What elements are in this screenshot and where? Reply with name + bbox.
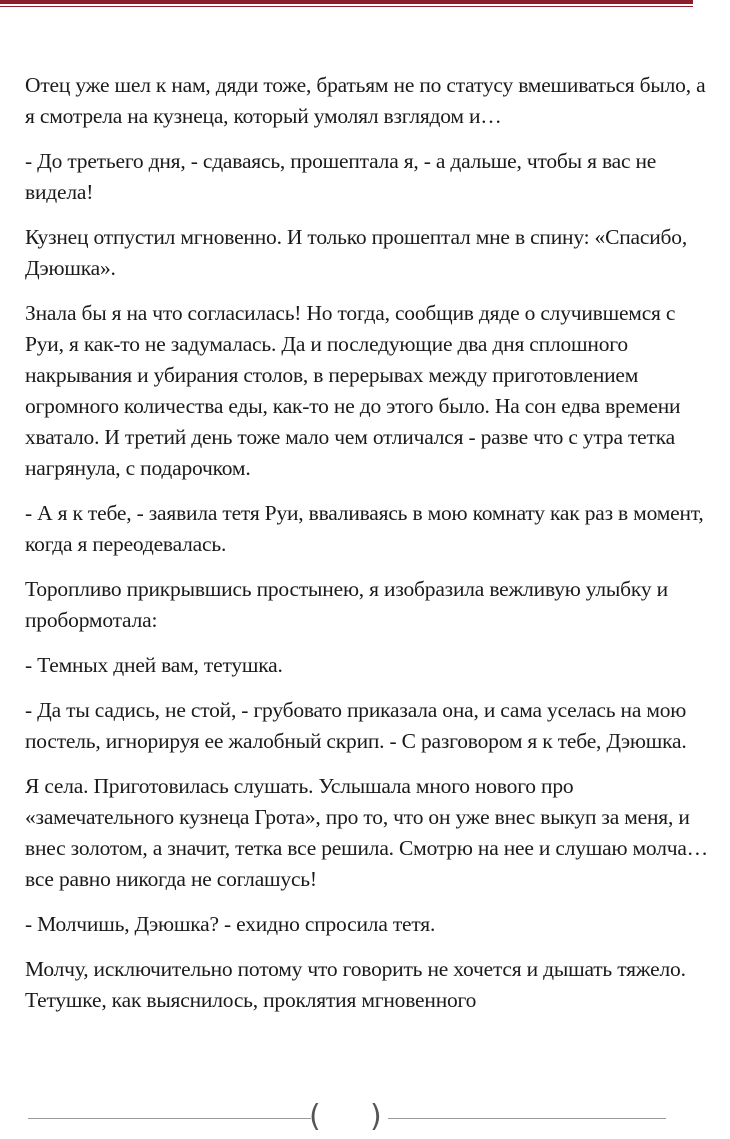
paragraph: - До третьего дня, - сдаваясь, прошептала я, - а дальше, чтобы я вас не видела! — [25, 149, 657, 204]
header-rule-thin — [0, 6, 693, 7]
paragraph: Кузнец отпустил мгновенно. И только прошептал мне в спину: «Спасибо, Дэюшка». — [25, 225, 688, 280]
page-body — [25, 70, 718, 1030]
paragraph: Я села. Приготовилась слушать. Услышала много нового про «замечательного кузнеца Грота», про то, что он уже внес выкуп за меня, и внес золотом, а значит, тетка все решила. Смотрю на нее и слушаю молча… все равно никогда не соглашусь! — [25, 774, 708, 891]
paragraph: Знала бы я на что согласилась! Но тогда, сообщив дяде о случившемся с Руи, я как-то не задумалась. Да и последующие два дня сплошного накрывания и убирания столов, в перерывах между приготовлением огромного количества еды, как-то не до этого было. На сон едва времени хватало. И третий день тоже мало чем отличался - разве что с утра тетка нагрянула, с подарочком. — [25, 301, 681, 480]
paragraph: Молчу, исключительно потому что говорить не хочется и дышать тяжело. Тетушке, как выяснилось, проклятия мгновенного — [25, 957, 686, 1012]
footer-brace-left: ( — [309, 1099, 321, 1134]
header-rule-thick — [0, 0, 693, 4]
paragraph: Торопливо прикрывшись простынею, я изобразила вежливую улыбку и пробормотала: — [25, 577, 668, 632]
paragraph: - Да ты садись, не стой, - грубовато приказала она, и сама уселась на мою постель, игнорируя ее жалобный скрип. - С разговором я к тебе, Дэюшка. — [25, 698, 687, 753]
footer-rule-right — [388, 1118, 666, 1119]
page-footer — [0, 1100, 730, 1136]
footer-brace-right: ) — [370, 1099, 382, 1134]
paragraph: Отец уже шел к нам, дяди тоже, братьям не по статусу вмешиваться было, а я смотрела на кузнеца, который умолял взглядом и… — [25, 73, 706, 128]
paragraph: - Темных дней вам, тетушка. — [25, 653, 283, 677]
footer-rule-left — [28, 1118, 311, 1119]
paragraph: - Молчишь, Дэюшка? - ехидно спросила тетя. — [25, 912, 436, 936]
paragraph: - А я к тебе, - заявила тетя Руи, вваливаясь в мою комнату как раз в момент, когда я переодевалась. — [25, 501, 704, 556]
header-rule — [0, 0, 693, 8]
